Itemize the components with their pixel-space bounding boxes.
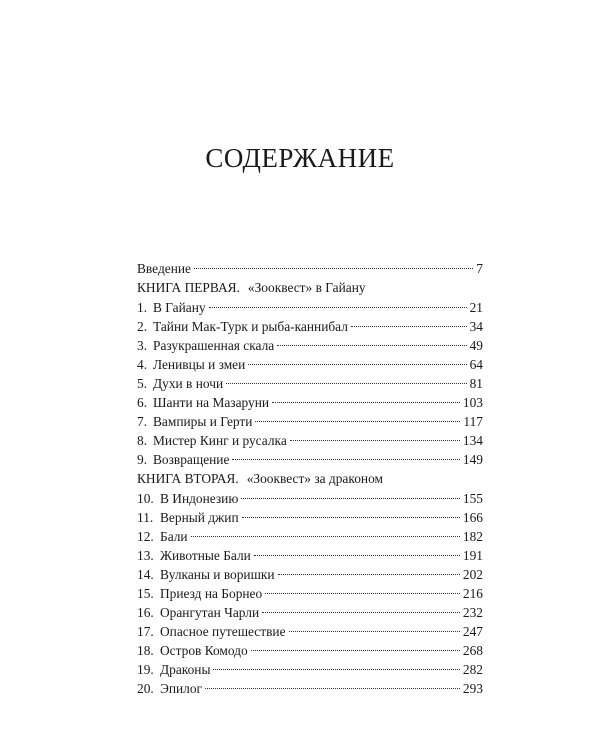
chapter-number: 7. xyxy=(137,414,148,429)
toc-entry-chapter[interactable] xyxy=(137,584,483,603)
page-title: СОДЕРЖАНИЕ xyxy=(205,143,395,173)
chapter-number: 1. xyxy=(137,300,148,315)
chapter-title: Приезд на Борнео xyxy=(160,586,263,601)
page-number: 34 xyxy=(469,319,483,334)
toc-entry-chapter[interactable] xyxy=(137,336,483,355)
page-number: 7 xyxy=(476,261,483,276)
page-number: 103 xyxy=(462,395,483,410)
chapter-title: Ленивцы и змеи xyxy=(153,357,246,372)
dot-leader xyxy=(289,631,460,632)
page-number: 282 xyxy=(462,662,483,677)
dot-leader xyxy=(209,307,467,308)
table-of-contents xyxy=(137,259,483,698)
page-number: 182 xyxy=(462,529,483,544)
dot-leader xyxy=(232,459,459,460)
toc-entry-chapter[interactable] xyxy=(137,622,483,641)
toc-entry-chapter[interactable] xyxy=(137,527,483,546)
page-number: 149 xyxy=(462,452,483,467)
page-number: 293 xyxy=(462,681,483,696)
toc-entry-chapter[interactable] xyxy=(137,641,483,660)
chapter-title: Тайни Мак-Турк и рыба-каннибал xyxy=(153,319,348,334)
page-number: 64 xyxy=(469,357,483,372)
toc-entry-chapter[interactable] xyxy=(137,679,483,698)
chapter-number: 11. xyxy=(137,510,154,525)
dot-leader xyxy=(251,650,460,651)
entry-label: Введение xyxy=(137,261,191,276)
toc-entry-chapter[interactable] xyxy=(137,298,483,317)
book-name: КНИГА ПЕРВАЯ. xyxy=(137,280,240,295)
chapter-number: 9. xyxy=(137,452,148,467)
dot-leader xyxy=(194,268,473,269)
page-number: 155 xyxy=(462,491,483,506)
chapter-number: 20. xyxy=(137,681,154,696)
chapter-title: Шанти на Мазаруни xyxy=(153,395,270,410)
chapter-number: 17. xyxy=(137,624,154,639)
book-subtitle: «Зооквест» в Гайану xyxy=(247,280,366,295)
book-name: КНИГА ВТОРАЯ. xyxy=(137,471,239,486)
toc-entry-chapter[interactable] xyxy=(137,546,483,565)
chapter-title: Верный джип xyxy=(160,510,239,525)
chapter-title: Разукрашенная скала xyxy=(153,338,275,353)
chapter-title: Возвращение xyxy=(153,452,230,467)
page-number: 216 xyxy=(462,586,483,601)
toc-entry-chapter[interactable] xyxy=(137,355,483,374)
chapter-title: В Гайану xyxy=(153,300,206,315)
book-subtitle: «Зооквест» за драконом xyxy=(246,471,383,486)
dot-leader xyxy=(290,440,460,441)
chapter-title: Вулканы и воришки xyxy=(160,567,275,582)
toc-entry-introduction[interactable] xyxy=(137,259,483,278)
chapter-number: 3. xyxy=(137,338,148,353)
chapter-number: 6. xyxy=(137,395,148,410)
chapter-title: Духи в ночи xyxy=(153,376,224,391)
chapter-title: Опасное путешествие xyxy=(160,624,286,639)
dot-leader xyxy=(278,574,460,575)
chapter-number: 10. xyxy=(137,491,154,506)
page-number: 232 xyxy=(462,605,483,620)
chapter-title: Эпилог xyxy=(160,681,203,696)
chapter-title: Мистер Кинг и русалка xyxy=(153,433,287,448)
dot-leader xyxy=(351,326,467,327)
dot-leader xyxy=(265,593,460,594)
page-number: 117 xyxy=(463,414,483,429)
chapter-number: 14. xyxy=(137,567,154,582)
dot-leader xyxy=(255,421,460,422)
chapter-title: Орангутан Чарли xyxy=(160,605,260,620)
chapter-number: 15. xyxy=(137,586,154,601)
book-heading-2 xyxy=(137,469,483,489)
page-number: 202 xyxy=(462,567,483,582)
chapter-title: В Индонезию xyxy=(160,491,239,506)
chapter-title: Бали xyxy=(160,529,188,544)
dot-leader xyxy=(272,402,460,403)
page-number: 268 xyxy=(462,643,483,658)
chapter-number: 12. xyxy=(137,529,154,544)
dot-leader xyxy=(254,555,460,556)
chapter-number: 16. xyxy=(137,605,154,620)
toc-entry-chapter[interactable] xyxy=(137,431,483,450)
chapter-number: 18. xyxy=(137,643,154,658)
dot-leader xyxy=(213,669,459,670)
chapter-title: Драконы xyxy=(160,662,211,677)
dot-leader xyxy=(277,345,466,346)
chapter-number: 8. xyxy=(137,433,148,448)
chapter-number: 2. xyxy=(137,319,148,334)
toc-entry-chapter[interactable] xyxy=(137,317,483,336)
chapter-number: 4. xyxy=(137,357,148,372)
toc-entry-chapter[interactable] xyxy=(137,374,483,393)
toc-entry-chapter[interactable] xyxy=(137,412,483,431)
page-number: 81 xyxy=(469,376,483,391)
page-number: 21 xyxy=(469,300,483,315)
dot-leader xyxy=(262,612,460,613)
book-heading-1 xyxy=(137,278,483,298)
chapter-number: 5. xyxy=(137,376,148,391)
dot-leader xyxy=(242,517,460,518)
chapter-number: 13. xyxy=(137,548,154,563)
dot-leader xyxy=(205,688,460,689)
toc-entry-chapter[interactable] xyxy=(137,565,483,584)
toc-entry-chapter[interactable] xyxy=(137,393,483,412)
toc-entry-chapter[interactable] xyxy=(137,450,483,469)
book-1-chapter-list xyxy=(137,298,483,469)
toc-entry-chapter[interactable] xyxy=(137,603,483,622)
dot-leader xyxy=(191,536,460,537)
chapter-title: Остров Комодо xyxy=(160,643,248,658)
page-number: 191 xyxy=(462,548,483,563)
page-number: 49 xyxy=(469,338,483,353)
toc-entry-chapter[interactable] xyxy=(137,489,483,508)
page-number: 134 xyxy=(462,433,483,448)
chapter-title: Животные Бали xyxy=(160,548,251,563)
page-number: 247 xyxy=(462,624,483,639)
dot-leader xyxy=(241,498,460,499)
book-2-chapter-list xyxy=(137,489,483,698)
toc-entry-chapter[interactable] xyxy=(137,508,483,527)
dot-leader xyxy=(226,383,466,384)
chapter-number: 19. xyxy=(137,662,154,677)
dot-leader xyxy=(248,364,466,365)
chapter-title: Вампиры и Герти xyxy=(153,414,253,429)
page-number: 166 xyxy=(462,510,483,525)
toc-entry-chapter[interactable] xyxy=(137,660,483,679)
